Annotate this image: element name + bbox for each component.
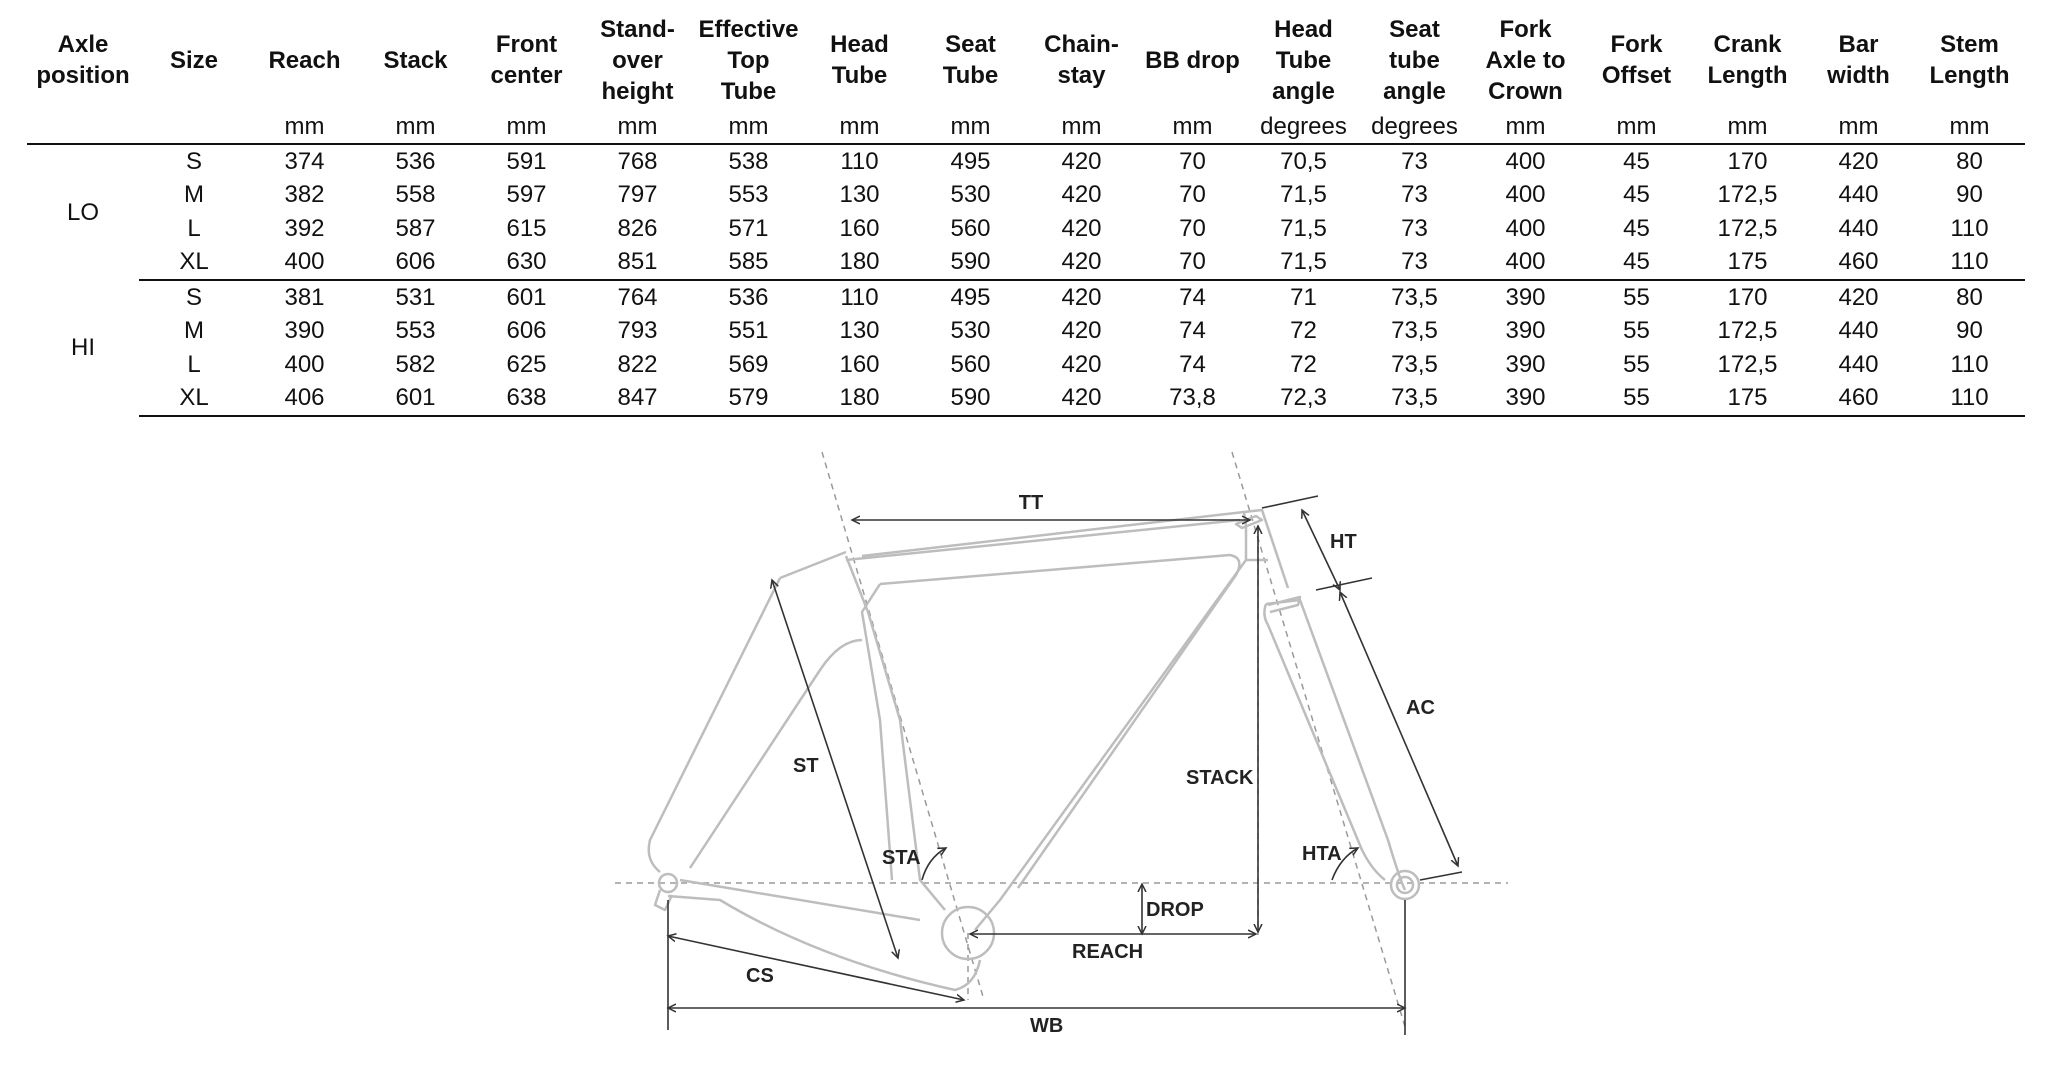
value-cell: 460 (1803, 382, 1914, 417)
value-cell: 590 (915, 246, 1026, 281)
value-cell: 180 (804, 382, 915, 417)
column-header-line: Tube (720, 77, 777, 105)
dimension-lines (668, 496, 1462, 1035)
column-header-line: Front (495, 31, 558, 58)
value-cell: 768 (617, 147, 658, 175)
table-row (27, 212, 2025, 246)
size-cell: M (184, 317, 204, 345)
value-cell: 110 (840, 147, 879, 175)
value-cell: 420 (1061, 350, 1102, 378)
value-cell: 390 (1505, 283, 1546, 311)
value-cell: 160 (839, 350, 880, 378)
unit-cell: mm (1137, 110, 1248, 144)
value-cell: 72,3 (1248, 382, 1359, 417)
column-header-line: Axle (57, 31, 109, 58)
table-row (27, 382, 2025, 417)
column-header-line: height (601, 77, 674, 105)
column-header-line: Axle to (1485, 46, 1566, 74)
value-cell: 606 (506, 317, 547, 345)
unit-cell: mm (1581, 110, 1692, 144)
label-tt: TT (1018, 492, 1044, 514)
column-header-line: Stack (383, 46, 448, 74)
column-header (27, 10, 139, 110)
value-cell: 172,5 (1717, 214, 1778, 242)
size-cell: S (185, 147, 202, 175)
value-cell: 70 (1179, 214, 1206, 242)
value-cell: 390 (1505, 350, 1546, 378)
table-row (27, 144, 2025, 179)
label-ht: HT (1330, 531, 1357, 553)
table-row (27, 246, 2025, 281)
value-cell: 74 (1179, 317, 1206, 345)
value-cell: 180 (804, 246, 915, 281)
column-header (693, 10, 804, 110)
column-header-line: Offset (1601, 62, 1672, 89)
value-cell: 392 (284, 214, 325, 242)
value-cell: 579 (693, 382, 804, 417)
column-header-line: over (612, 46, 663, 74)
value-cell: 80 (1956, 283, 1983, 311)
value-cell: 420 (1061, 283, 1102, 311)
value-cell: 822 (617, 350, 658, 378)
column-header-line: Seat (945, 31, 996, 58)
value-cell: 70 (1137, 246, 1248, 281)
size-cell: XL (139, 382, 249, 417)
column-header-line: angle (1272, 77, 1335, 105)
value-cell: 553 (395, 317, 436, 345)
column-header-line: width (1827, 62, 1890, 89)
value-cell: 73,5 (1391, 283, 1438, 311)
column-header-line: center (490, 62, 563, 89)
value-cell: 536 (728, 283, 769, 311)
column-header-line: Head (1274, 15, 1333, 43)
value-cell: 630 (471, 246, 582, 281)
column-header-line: Seat (1389, 15, 1440, 43)
column-header (1803, 10, 1914, 110)
column-header-line: Effective (698, 15, 799, 43)
value-cell: 55 (1623, 317, 1650, 345)
unit-cell (139, 110, 249, 144)
value-cell: 400 (1470, 246, 1581, 281)
value-cell: 582 (395, 350, 436, 378)
value-cell: 847 (582, 382, 693, 417)
value-cell: 400 (1505, 181, 1546, 209)
value-cell: 764 (617, 283, 658, 311)
value-cell: 420 (1838, 147, 1879, 175)
value-cell: 73,5 (1391, 317, 1438, 345)
value-cell: 420 (1838, 283, 1879, 311)
value-cell: 826 (617, 214, 658, 242)
column-header-line: Stem (1940, 31, 1999, 58)
value-cell: 45 (1623, 214, 1650, 242)
value-cell: 553 (728, 181, 769, 209)
value-cell: 172,5 (1717, 181, 1778, 209)
unit-cell (27, 110, 139, 144)
unit-cell: mm (1470, 110, 1581, 144)
value-cell: 601 (506, 283, 547, 311)
table-row (27, 280, 2025, 315)
column-header-line: angle (1383, 77, 1446, 105)
column-header (1026, 10, 1137, 110)
value-cell: 72 (1290, 317, 1317, 345)
column-header-line: Bar (1838, 31, 1879, 58)
value-cell: 110 (1914, 382, 2025, 417)
column-header-line: Length (1929, 62, 2010, 89)
value-cell: 495 (950, 147, 991, 175)
bike-frame (649, 510, 1419, 990)
column-header (1581, 10, 1692, 110)
value-cell: 560 (950, 214, 991, 242)
value-cell: 73 (1401, 214, 1428, 242)
value-cell: 160 (839, 214, 880, 242)
label-stack: STACK (1186, 767, 1254, 789)
column-header-line: Top (727, 46, 770, 74)
column-header-line: Chain- (1044, 31, 1119, 58)
value-cell: 797 (617, 181, 658, 209)
unit-cell: mm (1803, 110, 1914, 144)
table-row (27, 179, 2025, 213)
size-cell: L (187, 214, 201, 242)
value-cell: 597 (506, 181, 547, 209)
value-cell: 74 (1179, 350, 1206, 378)
value-cell: 420 (1061, 317, 1102, 345)
unit-cell: degrees (1248, 110, 1359, 144)
value-cell: 70 (1179, 147, 1206, 175)
column-header (1914, 10, 2025, 110)
value-cell: 406 (249, 382, 360, 417)
value-cell: 585 (693, 246, 804, 281)
unit-cell: degrees (1359, 110, 1470, 144)
column-header (915, 10, 1026, 110)
label-wb: WB (1030, 1015, 1064, 1037)
label-ac: AC (1406, 697, 1435, 719)
value-cell: 80 (1956, 147, 1983, 175)
value-cell: 420 (1026, 382, 1137, 417)
unit-cell: mm (1914, 110, 2025, 144)
label-st: ST (793, 755, 819, 777)
column-header-line: Tube (831, 62, 888, 89)
value-cell: 495 (950, 283, 991, 311)
value-cell: 172,5 (1717, 317, 1778, 345)
label-cs: CS (746, 965, 774, 987)
unit-cell: mm (360, 110, 471, 144)
column-header-line: Stand- (600, 15, 675, 43)
value-cell: 420 (1061, 214, 1102, 242)
value-cell: 420 (1061, 181, 1102, 209)
value-cell: 175 (1692, 382, 1803, 417)
value-cell: 130 (839, 181, 880, 209)
value-cell: 440 (1838, 350, 1879, 378)
value-cell: 530 (950, 181, 991, 209)
size-cell: L (187, 350, 201, 378)
value-cell: 851 (582, 246, 693, 281)
value-cell: 538 (728, 147, 769, 175)
label-hta: HTA (1302, 843, 1342, 865)
value-cell: 73 (1359, 246, 1470, 281)
value-cell: 170 (1727, 283, 1768, 311)
table-units-row (27, 110, 2025, 144)
column-header-line: Head (830, 31, 889, 58)
column-header-line: Crank (1713, 31, 1782, 58)
value-cell: 420 (1061, 147, 1102, 175)
column-header (471, 10, 582, 110)
unit-cell: mm (1692, 110, 1803, 144)
column-header-line: tube (1389, 46, 1440, 74)
value-cell: 172,5 (1717, 350, 1778, 378)
value-cell: 551 (728, 317, 769, 345)
value-cell: 590 (915, 382, 1026, 417)
value-cell: 71 (1290, 283, 1317, 311)
frame-geometry-diagram (0, 430, 2048, 1067)
value-cell: 70 (1179, 181, 1206, 209)
value-cell: 558 (395, 181, 436, 209)
column-header-line: Reach (268, 46, 341, 74)
column-header (249, 10, 360, 110)
value-cell: 530 (950, 317, 991, 345)
value-cell: 400 (249, 246, 360, 281)
table-row (27, 315, 2025, 349)
value-cell: 73,5 (1359, 382, 1470, 417)
value-cell: 531 (395, 283, 436, 311)
value-cell: 560 (950, 350, 991, 378)
value-cell: 74 (1179, 283, 1206, 311)
value-cell: 571 (728, 214, 769, 242)
value-cell: 170 (1727, 147, 1768, 175)
value-cell: 90 (1956, 181, 1983, 209)
unit-cell: mm (249, 110, 360, 144)
value-cell: 45 (1581, 246, 1692, 281)
column-header (1359, 10, 1470, 110)
value-cell: 400 (284, 350, 325, 378)
label-sta: STA (882, 847, 921, 869)
column-header (1248, 10, 1359, 110)
value-cell: 390 (1505, 317, 1546, 345)
value-cell: 71,5 (1280, 181, 1327, 209)
size-cell: M (184, 181, 204, 209)
value-cell: 73,5 (1391, 350, 1438, 378)
value-cell: 90 (1956, 317, 1983, 345)
size-cell: XL (139, 246, 249, 281)
value-cell: 381 (284, 283, 325, 311)
unit-cell: mm (915, 110, 1026, 144)
column-header-line: Tube (1275, 46, 1332, 74)
value-cell: 638 (471, 382, 582, 417)
value-cell: 45 (1623, 181, 1650, 209)
value-cell: 45 (1623, 147, 1650, 175)
value-cell: 440 (1838, 181, 1879, 209)
unit-cell: mm (582, 110, 693, 144)
value-cell: 536 (395, 147, 436, 175)
value-cell: 390 (1470, 382, 1581, 417)
value-cell: 382 (284, 181, 325, 209)
column-header-line: Fork (1499, 15, 1552, 43)
value-cell: 390 (284, 317, 325, 345)
value-cell: 374 (284, 147, 325, 175)
column-header (1692, 10, 1803, 110)
value-cell: 71,5 (1248, 246, 1359, 281)
value-cell: 73 (1401, 147, 1428, 175)
value-cell: 420 (1026, 246, 1137, 281)
column-header-line: BB drop (1145, 46, 1240, 74)
unit-cell: mm (804, 110, 915, 144)
value-cell: 72 (1290, 350, 1317, 378)
value-cell: 400 (1505, 147, 1546, 175)
column-header (804, 10, 915, 110)
unit-cell: mm (1026, 110, 1137, 144)
label-drop: DROP (1146, 899, 1204, 921)
column-header-line: stay (1057, 62, 1106, 89)
column-header-line: Size (169, 46, 219, 74)
value-cell: 110 (840, 283, 879, 311)
column-header (1137, 10, 1248, 110)
column-header (139, 10, 249, 110)
geometry-table (27, 10, 2025, 417)
value-cell: 440 (1838, 317, 1879, 345)
value-cell: 70,5 (1280, 147, 1327, 175)
value-cell: 110 (1950, 350, 1989, 378)
value-cell: 73,8 (1137, 382, 1248, 417)
value-cell: 55 (1623, 350, 1650, 378)
unit-cell: mm (471, 110, 582, 144)
value-cell: 400 (1505, 214, 1546, 242)
column-header-line: position (36, 62, 130, 89)
value-cell: 606 (360, 246, 471, 281)
value-cell: 175 (1692, 246, 1803, 281)
column-header (360, 10, 471, 110)
column-header-line: Tube (942, 62, 999, 89)
size-cell: S (185, 283, 202, 311)
value-cell: 55 (1623, 283, 1650, 311)
column-header (582, 10, 693, 110)
value-cell: 71,5 (1280, 214, 1327, 242)
column-header-line: Length (1707, 62, 1788, 89)
column-header (1470, 10, 1581, 110)
value-cell: 440 (1838, 214, 1879, 242)
value-cell: 55 (1581, 382, 1692, 417)
value-cell: 587 (395, 214, 436, 242)
value-cell: 130 (839, 317, 880, 345)
value-cell: 793 (617, 317, 658, 345)
value-cell: 110 (1914, 246, 2025, 281)
value-cell: 601 (360, 382, 471, 417)
value-cell: 460 (1803, 246, 1914, 281)
table-header-row (27, 10, 2025, 110)
axle-position-cell: HI (71, 334, 95, 361)
value-cell: 73 (1401, 181, 1428, 209)
value-cell: 110 (1950, 214, 1989, 242)
value-cell: 615 (506, 214, 547, 242)
column-header-line: Fork (1610, 31, 1663, 58)
unit-cell: mm (693, 110, 804, 144)
label-reach: REACH (1072, 941, 1144, 963)
value-cell: 569 (728, 350, 769, 378)
value-cell: 625 (506, 350, 547, 378)
axle-position-cell: LO (66, 198, 99, 226)
table-row (27, 348, 2025, 382)
column-header-line: Crown (1488, 77, 1563, 105)
value-cell: 591 (506, 147, 547, 175)
